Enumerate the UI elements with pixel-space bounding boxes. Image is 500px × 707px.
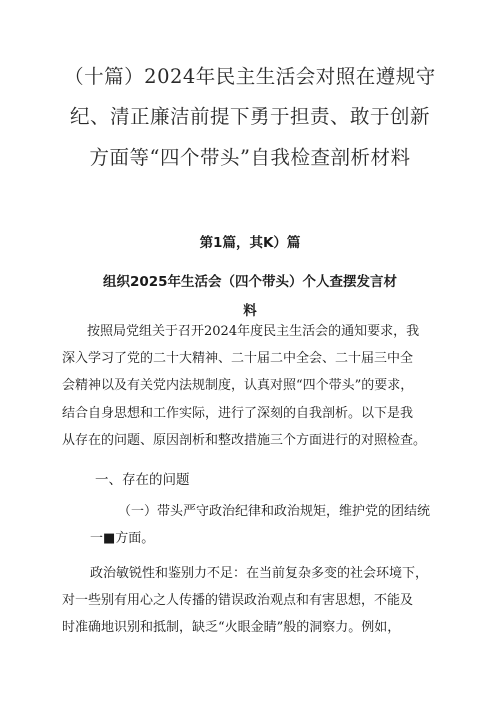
body-line: 对一些别有用心之人传播的错误政治观点和有害思想，不能及 [62, 593, 414, 608]
body-line: 政治敏锐性和鉴别力不足：在当前复杂多变的社会环境下， [90, 566, 429, 581]
report-title-line-1: 组织2025年生活会（四个带头）个人查摆发言材 [102, 274, 398, 290]
intro-line: 结合自身思想和工作实际，进行了深刻的自我剖析。以下是我 [62, 406, 414, 421]
document-title-line-2: 纪、清正廉洁前提下勇于担责、敢于创新 [69, 105, 430, 128]
intro-line: 从存在的问题、原因剖析和整改措施三个方面进行的对照检查。 [62, 433, 427, 448]
intro-line: 深入学习了党的二十大精神、二十届二中全会、二十届三中全 [62, 351, 414, 366]
intro-line: 按照局党组关于召开2024年度民主生活会的通知要求，我 [87, 324, 420, 339]
report-title-line-2: 料 [243, 303, 257, 319]
document-title-line-3: 方面等“四个带头”自我检查剖析材料 [89, 146, 411, 169]
subsection-line: （一）带头严守政治纪律和政治规矩，维护党的团结统 [118, 504, 431, 519]
body-line: 时准确地识别和抵制，缺乏“火眼金睛”般的洞察力。例如， [62, 620, 401, 635]
document-title-line-1: （十篇）2024年民主生活会对照在遵规守 [64, 65, 436, 88]
subsection-line: 一■方面。 [90, 531, 155, 546]
intro-line: 会精神以及有关党内法规制度，认真对照“四个带头”的要求， [62, 378, 414, 393]
section-heading-problems: 一、存在的问题 [95, 472, 190, 488]
part-heading: 第1篇，其K）篇 [199, 235, 301, 251]
